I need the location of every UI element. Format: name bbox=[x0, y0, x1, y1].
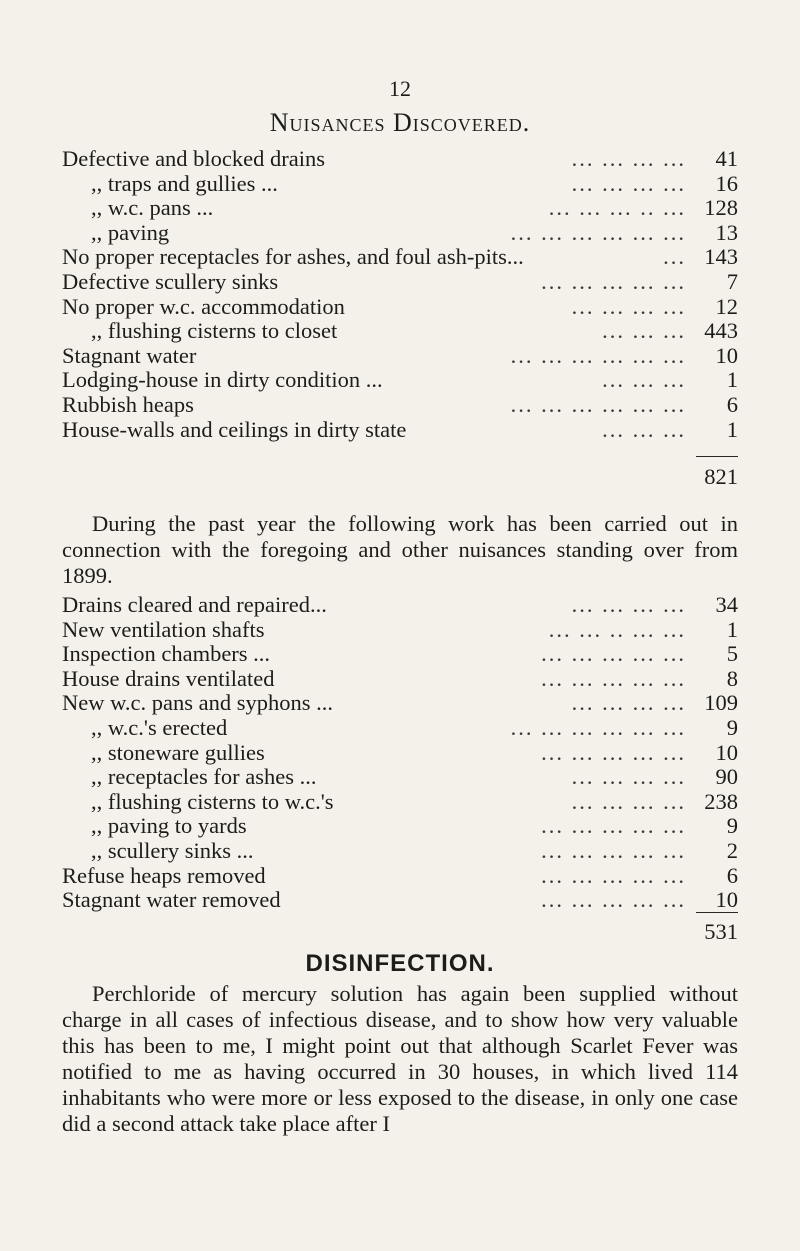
row-leader-dots: ... ... ... ... bbox=[571, 764, 686, 790]
table-row bbox=[62, 691, 738, 716]
table-row bbox=[62, 667, 738, 692]
row-value: 13 bbox=[715, 219, 738, 245]
row-leader-dots: ... ... ... ... ... bbox=[541, 739, 686, 765]
row-leader-dots: ... ... ... ... ... bbox=[541, 837, 686, 863]
row-value: 8 bbox=[726, 665, 738, 691]
table-row bbox=[62, 618, 738, 643]
table-row bbox=[62, 319, 738, 344]
row-leader-dots: ... ... ... ... ... bbox=[541, 887, 686, 913]
row-label: ,, w.c. pans ... bbox=[91, 195, 214, 221]
row-label: Defective and blocked drains bbox=[62, 146, 326, 171]
row-leader-dots: ... ... ... ... bbox=[571, 170, 686, 196]
row-value: 12 bbox=[715, 293, 738, 319]
table-row bbox=[62, 270, 738, 295]
table-row bbox=[62, 221, 738, 246]
row-leader-dots: ... ... ... ... ... bbox=[541, 268, 686, 294]
row-value: 2 bbox=[726, 837, 738, 863]
row-value: 41 bbox=[715, 146, 738, 171]
row-label: New ventilation shafts bbox=[62, 616, 265, 642]
row-value: 34 bbox=[715, 592, 738, 617]
row-leader-dots: ... ... ... ... bbox=[571, 690, 686, 716]
row-leader-dots: ... ... ... ... bbox=[571, 788, 686, 814]
row-value: 5 bbox=[726, 641, 738, 667]
nuisances-total: 821 bbox=[704, 464, 738, 489]
row-label: ,, scullery sinks ... bbox=[91, 837, 254, 863]
row-leader-dots: ... ... ... ... bbox=[571, 293, 686, 319]
row-label: Rubbish heaps bbox=[62, 391, 194, 417]
row-label: Refuse heaps removed bbox=[62, 862, 266, 888]
row-leader-dots: ... ... ... ... ... ... bbox=[510, 714, 686, 740]
row-label: No proper receptacles for ashes, and foul ash-pits... bbox=[62, 244, 524, 270]
row-label: House-walls and ceilings in dirty state bbox=[62, 416, 407, 442]
row-value: 6 bbox=[726, 391, 738, 417]
row-leader-dots: ... ... ... ... ... bbox=[541, 862, 686, 888]
table-row bbox=[62, 172, 738, 197]
row-label: ,, flushing cisterns to closet bbox=[91, 318, 338, 344]
row-leader-dots: ... ... ... bbox=[602, 318, 686, 344]
row-value: 9 bbox=[726, 714, 738, 740]
table-row bbox=[62, 642, 738, 667]
row-value: 10 bbox=[715, 887, 738, 913]
table-row bbox=[62, 245, 738, 270]
row-value: 128 bbox=[704, 195, 738, 221]
row-leader-dots: ... ... ... ... ... ... bbox=[510, 391, 686, 417]
page-number: 12 bbox=[389, 76, 411, 101]
row-leader-dots: ... ... ... ... ... ... bbox=[510, 342, 686, 368]
row-label: Stagnant water removed bbox=[62, 887, 281, 913]
row-value: 1 bbox=[726, 367, 738, 393]
section-heading-nuisances: Nuisances Discovered. bbox=[269, 108, 531, 137]
row-leader-dots: ... ... .. ... ... bbox=[548, 616, 686, 642]
row-leader-dots: ... ... ... ... ... bbox=[541, 641, 686, 667]
row-value: 6 bbox=[726, 862, 738, 888]
row-label: ,, paving bbox=[91, 219, 170, 245]
row-value: 9 bbox=[726, 813, 738, 839]
row-value: 10 bbox=[715, 342, 738, 368]
table-row bbox=[62, 741, 738, 766]
row-value: 443 bbox=[704, 318, 738, 344]
row-label: ,, paving to yards bbox=[91, 813, 247, 839]
row-leader-dots: ... ... ... ... bbox=[571, 146, 686, 171]
table-row bbox=[62, 196, 738, 221]
table-row bbox=[62, 839, 738, 864]
row-label: Drains cleared and repaired... bbox=[62, 592, 327, 617]
table-row bbox=[62, 790, 738, 815]
row-label: New w.c. pans and syphons ... bbox=[62, 690, 333, 716]
row-label: Inspection chambers ... bbox=[62, 641, 271, 667]
row-value: 10 bbox=[715, 739, 738, 765]
table-row bbox=[62, 368, 738, 393]
row-leader-dots: ... ... ... ... ... ... bbox=[510, 219, 686, 245]
nuisances-table bbox=[62, 147, 738, 442]
table-row bbox=[62, 147, 738, 172]
row-label: House drains ventilated bbox=[62, 665, 275, 691]
row-value: 1 bbox=[726, 416, 738, 442]
table-row bbox=[62, 593, 738, 618]
row-value: 1 bbox=[726, 616, 738, 642]
table-row bbox=[62, 864, 738, 889]
row-label: ,, traps and gullies ... bbox=[91, 170, 278, 196]
row-label: ,, w.c.'s erected bbox=[91, 714, 228, 740]
table-row bbox=[62, 295, 738, 320]
table-row bbox=[62, 393, 738, 418]
row-label: ,, flushing cisterns to w.c.'s bbox=[91, 788, 334, 814]
work-done-table bbox=[62, 593, 738, 913]
row-value: 7 bbox=[726, 268, 738, 294]
row-leader-dots: ... bbox=[663, 244, 686, 270]
row-label: Defective scullery sinks bbox=[62, 268, 279, 294]
row-label: Lodging-house in dirty condition ... bbox=[62, 367, 383, 393]
table-row bbox=[62, 888, 738, 913]
table-row bbox=[62, 814, 738, 839]
row-label: No proper w.c. accommodation bbox=[62, 293, 345, 319]
row-value: 143 bbox=[704, 244, 738, 270]
row-leader-dots: ... ... ... ... ... bbox=[541, 813, 686, 839]
table-row bbox=[62, 344, 738, 369]
row-leader-dots: ... ... ... bbox=[602, 416, 686, 442]
total-rule bbox=[696, 912, 738, 913]
row-value: 238 bbox=[704, 788, 738, 814]
row-leader-dots: ... ... ... ... ... bbox=[541, 665, 686, 691]
row-value: 16 bbox=[715, 170, 738, 196]
disinfection-paragraph: Perchloride of mercury solution has again been supplied without charge in all cases of infectious disease, and to show how very valuable this has been to me, I might point out that although Scarlet Fever was notified to me as having occurred in 30 houses, in which lived 114 inhabitants who were more or less exposed to the disease, in only one case did a second attack take place after I bbox=[62, 981, 738, 1136]
table-row bbox=[62, 418, 738, 443]
table-row bbox=[62, 716, 738, 741]
row-value: 109 bbox=[704, 690, 738, 716]
work-total: 531 bbox=[704, 919, 738, 944]
row-leader-dots: ... ... ... ... bbox=[571, 592, 686, 617]
disinfection-heading: DISINFECTION. bbox=[305, 950, 495, 977]
row-value: 90 bbox=[715, 764, 738, 790]
row-label: ,, stoneware gullies bbox=[91, 739, 265, 765]
table-row bbox=[62, 765, 738, 790]
row-label: ,, receptacles for ashes ... bbox=[91, 764, 317, 790]
row-leader-dots: ... ... ... .. ... bbox=[548, 195, 686, 221]
row-leader-dots: ... ... ... bbox=[602, 367, 686, 393]
total-rule bbox=[696, 456, 738, 457]
row-label: Stagnant water bbox=[62, 342, 197, 368]
intro-paragraph: During the past year the following work has been carried out in connection with the foregoing and other nuisances standing over from 1899. bbox=[62, 511, 738, 588]
